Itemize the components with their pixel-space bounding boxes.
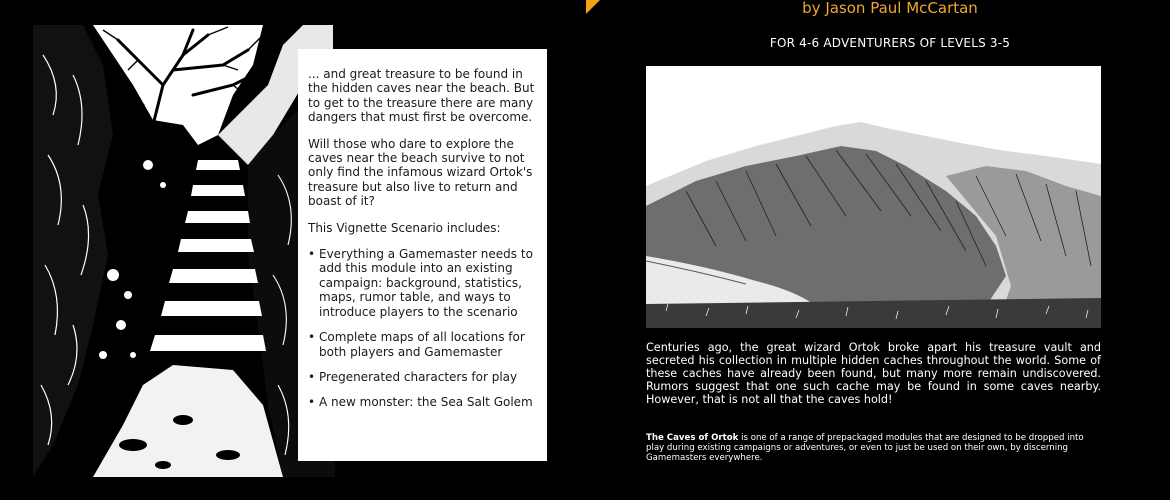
corner-accent [586,0,600,14]
includes-heading: This Vignette Scenario includes: [308,220,501,235]
tagline-title: The Caves of Ortok [646,433,739,443]
level-range: FOR 4-6 ADVENTURERS OF LEVELS 3-5 [769,36,1011,50]
module-summary [646,341,1101,406]
stairway-illustration [33,25,335,477]
blurb-paragraph-1: ... and great treasure to be found in the hidden caves near the beach. But to get to the treasure there are many dangers that must first be overcome. [308,67,535,125]
includes-item: • A new monster: the Sea Salt Golem [308,395,537,409]
tagline-text: is one of a range of prepackaged modules that are designed to be dropped into play during existing campaigns or adventures, or even to just be used on their own, by discerning Gamemasters everywhere. [646,433,1084,463]
back-cover-blurb [298,49,547,461]
blurb-paragraph-2: Will those who dare to explore the caves near the beach survive to not only find the infamous wizard Ortok's treasure but also live to return and boast of it? [308,136,533,209]
includes-item: • Everything a Gamemaster needs to add this module into an existing campaign: background, statistics, maps, rumor table, and ways to introduce players to the scenario [308,247,537,319]
includes-item: • Pregenerated characters for play [308,370,537,384]
module-tagline [646,433,1101,463]
summary-text: Centuries ago, the great wizard Ortok broke apart his treasure vault and secreted his collection in multiple hidden caches throughout the world. Some of these caches have already been found, but many more remain undiscovered. Rumors suggest that one such cache may be found in some caves nearby. However, that is not all that the caves hold! [646,341,1101,406]
includes-list [308,247,537,410]
mountain-landscape-illustration [646,66,1101,328]
author-credit: by Jason Paul McCartan [802,0,978,17]
includes-item: • Complete maps of all locations for both players and Gamemaster [308,330,537,359]
tagline-paragraph [646,433,1101,463]
